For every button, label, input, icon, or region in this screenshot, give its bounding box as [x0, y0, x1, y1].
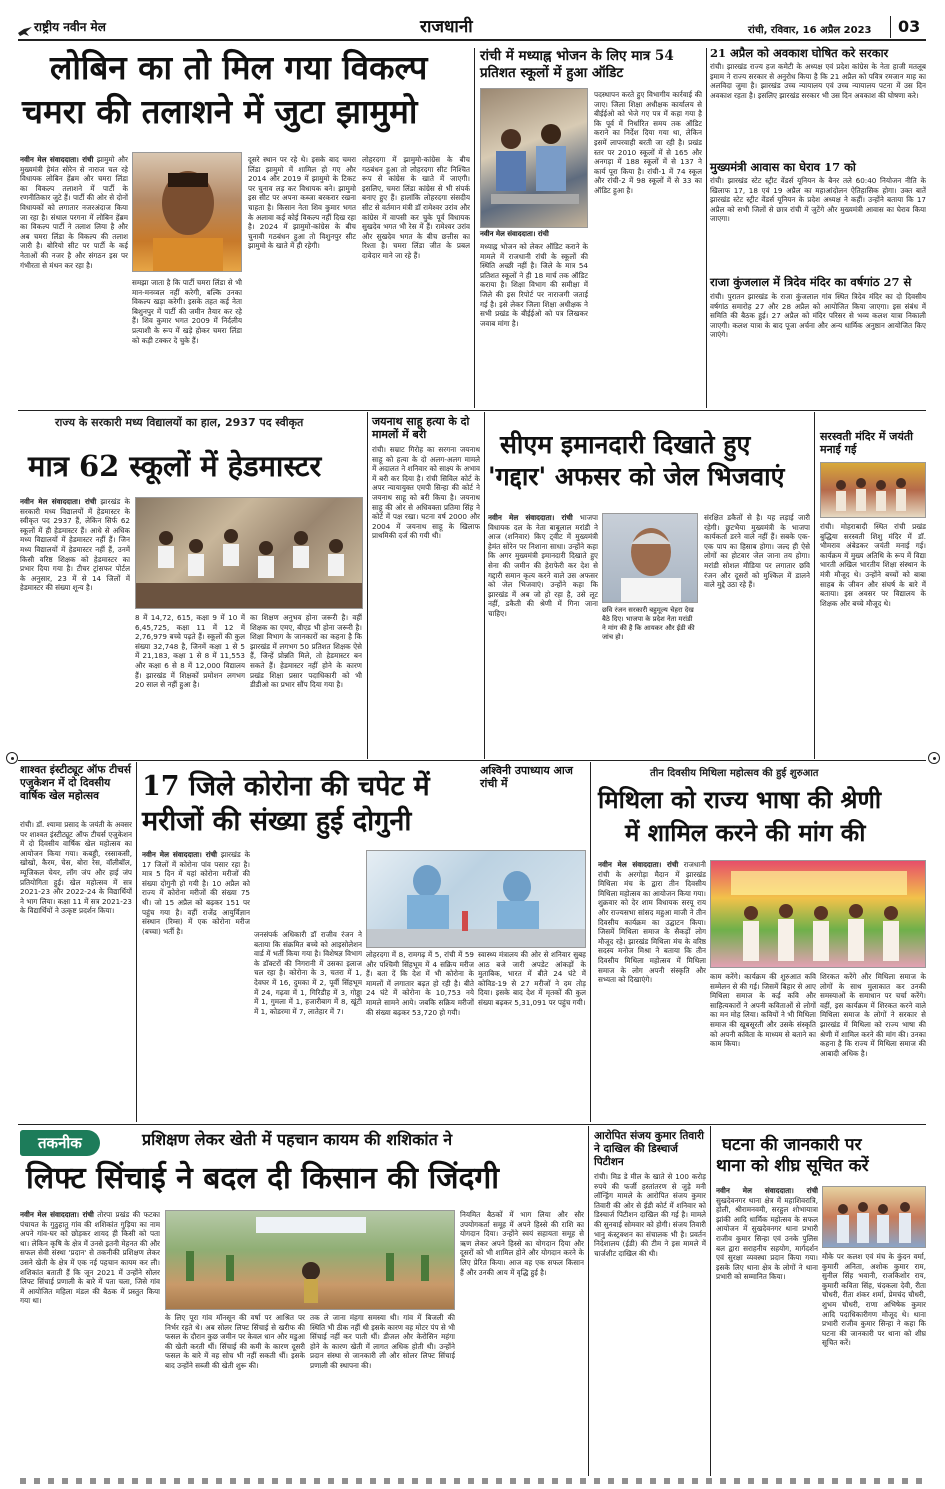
registration-mark-icon: [6, 752, 18, 764]
schools-col-1-text: झारखंड के सरकारी मध्य विद्यालयों में हेडमास्टर के स्वीकृत पद 2937 हैं, लेकिन सिर्फ 62 स्कूलों में ही हेडमास्टर हैं। आधे से अधिक मध्य विद्यालयों में हेडमास्टर नहीं हैं। जिन मध्य विद्यालयों में हेडमास्टर नहीं हैं, उनमें किसी वरिष्ठ शिक्षक को हेडमास्टर का प्रभार दिया गया है। टीचर ट्रांसफर पोर्टल के अनुसार, 23 में से 14 जिलों में हेडमास्टर की संख्या शून्य है।: [20, 497, 130, 593]
field-irrigation-photo: [165, 1210, 455, 1310]
holiday-text: रांची। झारखंड राज्य हज कमेटी के अध्यक्ष एवं प्रदेश कांग्रेस के नेता हाजी मतलूब इमाम ने राज्य सरकार से अनुरोध किया है कि 21 अप्रैल को पवित्र रमजान माह का अलविदा जुमा है। झारखंड उच्च न्यायालय एवं उच्च न्यायालय पटना में उस दिन अवकाश रहता है। इसलिए झारखंड सरकार भी उस दिन अवकाश की घोषणा करे।: [710, 62, 926, 100]
paper-name: राष्ट्रीय नवीन मेल: [34, 20, 106, 34]
covid-byline: नवीन मेल संवाददाता। रांची: [142, 850, 218, 859]
technology-tag: तकनीक: [20, 1130, 100, 1156]
section-name: राजधानी: [420, 17, 473, 37]
accused-headline: आरोपित संजय कुमार तिवारी ने दाखिल की डिस्चार्ज पिटीशन: [594, 1130, 704, 1168]
lead-headline-2: चमरा की तलाशने में जुटा झामुमो: [22, 92, 418, 131]
sahu-headline: जयनाथ साहू हत्या के दो मामलों में बरी: [372, 415, 470, 441]
covid-col-1: [142, 850, 250, 1115]
lead-col-1-text: झामुमो और मुख्यमंत्री हेमंत सोरेन से नाराज चल रहे विधायक लोबिन हेंब्रम और चमरा लिंडा का विकल्प तलाशने में पार्टी के रणनीतिकार जुटे हैं। पार्टी की ओर से दोनों विधायकों को लगातार नजरअंदाज किया जा रहा है। संथाल परगना में लोबिन हेंब्रम का विकल्प पार्टी ने तलाश लिया है और अब चमरा लिंडा के विकल्प की तलाश जारी है। बोरियो सीट पर पार्टी के कई नेताओं की नजर है और संगठन इस पर गंभीरता से मंथन कर रहा है।: [20, 155, 128, 270]
classroom-photo: [135, 497, 363, 609]
mithila-headline-2: में शामिल करने की मांग की: [625, 818, 866, 847]
shashwat-headline: शाश्वत इंस्टीट्यूट ऑफ टीचर्स एजुकेशन में दो दिवसीय वार्षिक खेल महोत्सव: [20, 764, 131, 802]
mithila-headline-1: मिथिला को राज्य भाषा की श्रेणी: [598, 785, 882, 814]
schools-byline: नवीन मेल संवाददाता। रांची: [20, 497, 97, 506]
lab-testing-photo: [366, 850, 586, 948]
lead-headline-1: लोबिन का तो मिल गया विकल्प: [50, 48, 428, 87]
holiday-headline: 21 अप्रैल को अवकाश घोषित करे सरकार: [710, 46, 889, 60]
midday-headline: रांची में मध्याह्न भोजन के लिए मात्र 54 प्रतिशत स्कूलों में हुआ ऑडिट: [480, 48, 674, 81]
farming-deck: प्रशिक्षण लेकर खेती में पहचान कायम की शशिकांत ने: [142, 1130, 453, 1149]
mithila-col-1-text: राजधानी रांची के अरगोड़ा मैदान में झारखंड मिथिला मंच के द्वारा तीन दिवसीय मिथिला महोत्सव का आयोजन किया गया। शुक्रवार को देर शाम विधायक सरयू राय और राज्यसभा सांसद महुआ माजी ने तीन दिवसीय कार्यक्रम का उद्घाटन किया। जिसमें मिथिला समाज के सैकड़ों लोग मौजूद रहे। झारखंड मिथिला मंच के वरिष्ठ सदस्य मनोज मिश्रा ने बताया कि तीन दिवसीय मिथिला महोत्सव में मिथिला समाज के लोग अपनी संस्कृति और सभ्यता को दिखाएंगे।: [598, 860, 706, 985]
mithila-col-3: शिरकत करेंगे और मिथिला समाज के लोगों के साथ मुलाकात कर उनकी समस्याओं के समाधान पर चर्चा करेंगे। वहीं, इस कार्यक्रम में शिरकत करने वाले मिथिला समाज के लोगों ने सरकार से झारखंड में मिथिला को राज्य भाषा की श्रेणी में शामिल करने की मांग की। उनका कहना है कि राज्य में मिथिला समाज की आबादी अधिक है।: [820, 972, 926, 1058]
police-byline: नवीन मेल संवाददाता। रांची: [716, 1186, 818, 1195]
farming-col-1-text: तोरपा प्रखंड की फटका पंचायत के गुठुहातु गांव की शशिकांत गुड़िया का नाम अपने गांव-घर को छोड़कर शायद ही किसी को पता था। लेकिन कृषि के क्षेत्र में उनसे इतनी मेहनत की और सफल सेवी संस्था 'प्रदान' से तकनीकी प्रशिक्षण लेकर उसने खेती के क्षेत्र में एक नई पहचान कायम कर ली। शशिकांत बताती हैं कि जून 2021 में उन्होंने सोलर लिफ्ट सिंचाई प्रणाली के बारे में पता चला, जिसे गांव में आयोजित महिला मंडल की बैठक में प्रस्तुत किया गया था।: [20, 1210, 160, 1306]
midday-meal-photo: [480, 88, 588, 228]
schools-col-1: [20, 497, 130, 757]
farming-col-4: नियमित बैठकों में भाग लिया और सौर उपयोगकर्ता समूह में अपने हिस्से की राशि का योगदान दिया। उन्होंने स्वयं सहायता समूह से ऋण लेकर अपने हिस्से का योगदान दिया और दूसरों को भी शामिल होने और योगदान करने के लिए प्रेरित किया। आज वह एक सफल किसान हैं और उनकी आय में वृद्धि हुई है।: [460, 1210, 584, 1277]
police-headline-1: घटना की जानकारी पर: [722, 1135, 862, 1155]
cm-case-caption: छवि रंजन सरकारी बहुमूल्य चेहरा देख बैठे दिए। भाजपा के प्रदेश नेता मरांडी ने मांग की है कि आयकर और ईडी की जांच हो।: [602, 606, 695, 641]
cm-residence-text: रांची। झारखंड स्टेट स्ट्रीट वेंडर्स यूनियन के बैनर तले 60:40 नियोजन नीति के खिलाफ 17, 18 एवं 19 अप्रैल का महाआंदोलन ऐतिहासिक होगा। उक्त बातें झारखंड स्टेट स्ट्रीट वेंडर्स यूनियन के प्रदेश अध्यक्ष ने कहीं। उन्होंने बताया कि 17 अप्रैल को सभी जिलों से छात्र रांची में जुटेंगे और मुख्यमंत्री आवास का घेराव किया जाएगा।: [710, 176, 926, 224]
saraswati-text: रांची। मोहराबादी स्थित रांची प्रखंड बुद्धिया सरस्वती शिशु मंदिर में डॉ. भीमराव अंबेडकर जयंती मनाई गई। कार्यक्रम में मुख्य अतिथि के रूप में विद्या भारती अखिल भारतीय शिक्षा संस्थान के मंत्री मौजूद थे। उन्होंने बच्चों को बाबा साहब के जीवन और संघर्ष के बारे में बताया। इस अवसर पर विद्यालय के शिक्षक और बच्चे मौजूद थे।: [820, 522, 926, 608]
midday-col-1: मध्याह्न भोजन को लेकर ऑडिट कराने के मामले में राजधानी रांची के स्कूलों की स्थिति अच्छी नहीं है। जिले के मात्र 54 प्रतिशत स्कूलों ने ही 18 मार्च तक ऑडिट कराया है। शिक्षा विभाग की समीक्षा में जिले की इस रिपोर्ट पर नाराजगी जताई गई है। इसे लेकर जिला शिक्षा अधीक्षक ने सभी प्रखंड के बीईईओ को पत्र लिखकर जवाब मांगा है।: [480, 242, 588, 328]
police-col-1: [716, 1186, 818, 1472]
temple-headline: राजा कुंजलाल में त्रिदेव मंदिर का वर्षगांठ 27 से: [710, 275, 912, 289]
mithila-byline: नवीन मेल संवाददाता। रांची: [598, 860, 679, 869]
schools-headline: मात्र 62 स्कूलों में हेडमास्टर: [28, 449, 322, 483]
registration-mark-icon: [928, 752, 940, 764]
cm-residence-headline: मुख्यमंत्री आवास का घेराव 17 को: [710, 160, 856, 174]
accused-text: रांची। मिड डे मील के खाते से 100 करोड़ रुपये की फर्जी हस्तांतरण से जुड़े मनी लॉन्ड्रिंग मामले के आरोपित संजय कुमार तिवारी की ओर से ईडी कोर्ट में शनिवार को डिस्चार्ज पिटीशन दाखिल की गई है। मामले की सुनवाई सोमवार को होगी। संजय तिवारी भानु कंस्ट्रक्शन का संचालक भी है। प्रवर्तन निदेशालय (ईडी) की टीम ने इस मामले में चार्जशीट दाखिल की थी।: [594, 1172, 706, 1258]
schools-col-3: का शिक्षण अनुभव होना जरूरी है। वहीं शिक्षक का एमए, बीएड भी होना जरूरी है। शिक्षा विभाग के जानकारों का कहना है कि झारखंड में लगभग 50 प्रतिशत शिक्षक ऐसे हैं, जिन्हें प्रोन्नति मिले, तो हेडमास्टर बन सकते हैं। हेडमास्टर नहीं होने के कारण प्रखंड शिक्षा प्रसार पदाधिकारी को भी डीडीओ का प्रभार सौंप दिया गया है।: [250, 613, 362, 690]
jayanti-event-photo: [820, 462, 926, 518]
cm-case-col-2: संरक्षित डकैतों से है। यह लड़ाई जारी रहेगी। छुटभैया मुख्यमंत्री के भाजपा कार्यकर्ता डरने वाले नहीं हैं। सबके एक-एक पाप का हिसाब होगा। जल्द ही ऐसे लोगों का होटवार जेल जाना तय होगा। मरांडी सोशल मीडिया पर लगातार छवि रंजन और दूसरों को मुश्किल में डालने वाले मुद्दे उठा रहे हैं।: [704, 513, 810, 590]
dateline: रांची, रविवार, 16 अप्रैल 2023: [748, 25, 872, 36]
farming-headline: लिफ्ट सिंचाई ने बदल दी किसान की जिंदगी: [26, 1161, 500, 1196]
temple-text: रांची। पुरातन झारखंड के राजा कुंजलाल गांव स्थित त्रिदेव मंदिर का दो दिवसीय वर्षगांठ समारोह 27 और 28 अप्रैल को आयोजित किया जाएगा। इस संबंध में समिति की बैठक हुई। 27 अप्रैल को मंदिर परिसर से भव्य कलश यात्रा निकाली जाएगी। कलश यात्रा के बाद पूजा अर्चना और अन्य धार्मिक अनुष्ठान आयोजित किए जाएंगे।: [710, 292, 926, 340]
covid-headline-1: 17 जिले कोरोना की चपेट में: [142, 771, 430, 802]
farming-tag: [20, 1130, 100, 1156]
police-col-1-text: सुखदेवनगर थाना क्षेत्र में महाशिवरात्रि, होली, श्रीरामनवमी, सरहुल शोभायात्रा झांकी आदि धार्मिक महोत्सव के सफल आयोजन में सुखदेवनगर थाना प्रभारी राजीव कुमार सिन्हा एवं उनके पुलिस बल द्वारा सराहनीय सहयोग, मार्गदर्शन एवं सुरक्षा व्यवस्था प्रदान किया गया। इसके लिए थाना क्षेत्र के लोगों ने थाना प्रभारी को सम्मानित किया।: [716, 1195, 818, 1282]
lead-col-1: [20, 155, 128, 405]
covid-headline-2: मरीजों की संख्या हुई दोगुनी: [142, 806, 412, 837]
lead-col-3: दूसरे स्थान पर रहे थे। इसके बाद चमरा लिंडा झामुमो में शामिल हो गए और 2014 और 2019 में झामुमो के टिकट पर चुनाव लड़ कर विधायक बने। झामुमो इस सीट पर अपना कब्जा बरकरार रखना चाहता है। किसान नेता शिव कुमार भगत के अलावा कई कोई विकल्प नहीं दिख रहा है। 2024 में झामुमो-कांग्रेस के बीच चुनावी गठबंधन हुआ तो विशुनपुर सीट झामुमो के खाते में ही रहेगी।: [248, 155, 356, 251]
leader-portrait-photo: [602, 513, 698, 603]
police-headline-2: थाना को शीघ्र सूचित करें: [716, 1156, 869, 1176]
politician-photo: [132, 152, 242, 272]
midday-caption: नवीन मेल संवाददाता। रांची: [480, 230, 549, 238]
cm-case-headline-1: सीएम इमानदारी दिखाते हुए: [500, 430, 751, 459]
mithila-festival-photo: [710, 860, 926, 968]
covid-col-2: जनसंपर्क अधिकारी डॉ राजीव रंजन ने बताया कि संक्रमित बच्चे को आइसोलेशन वार्ड में भर्ती किया गया है। विशेषज्ञ विभाग के डॉक्टरों की निगरानी में उसका इलाज चल रहा है। कोरोना के 3, चतरा में 1, देवघर में 16, दुमका में 2, पूर्वी सिंहभूम में 24, गढ़वा में 1, गिरिडीह में 3, गोड्डा में 1, गुमला में 1, हजारीबाग में 8, खूंटी में 1, कोडरमा में 7, लातेहार में 7।: [254, 930, 362, 1016]
farming-col-1: [20, 1210, 160, 1472]
schools-col-2: 8 में 14,72, 615, कक्षा 9 में 10 में 6,45,725, कक्षा 11 में 12 में 2,76,979 बच्चे पढ़ते हैं। स्कूलों की कुल संख्या 32,748 है, जिनमें कक्षा 1 से 5 में 21,183, कक्षा 1 से 8 में 11,553 और कक्षा 6 से 8 में 12,000 विद्यालय हैं। झारखंड में शिक्षकों प्रमोशन लगभग 20 साल से नहीं हुआ है।: [135, 613, 245, 690]
schools-kicker: राज्य के सरकारी मध्य विद्यालयों का हाल, 2937 पद स्वीकृत: [55, 416, 304, 429]
shashwat-text: रांची। डॉ. श्यामा प्रसाद के जयंती के अवसर पर शाश्वत इंस्टीट्यूट ऑफ टीचर्स एजुकेशन में दो दिवसीय वार्षिक खेल महोत्सव का आयोजन किया गया। कबड्डी, रस्साकसी, खोखो, कैरम, चेस, बोरा रेस, वॉलीबॉल, म्यूजिकल चेयर, लॉग जंप और हाई जंप प्रतियोगिता हुई। खेल महोत्सव में सत्र 2021-23 और 2022-24 के विद्यार्थियों ने भाग लिया। कक्षा 11 में सत्र 2021-23 के विद्यार्थियों ने उत्कृष्ट प्रदर्शन किया।: [20, 820, 132, 916]
cm-case-col-1-text: भाजपा विधायक दल के नेता बाबूलाल मरांडी ने आज (शनिवार) किए ट्वीट में मुख्यमंत्री हेमंत सोरेन पर निशाना साधा। उन्होंने कहा कि अगर मुख्यमंत्री इमानदारी दिखाते हुए सेना की जमीन की हेराफेरी कर देश से गद्दारी समान कृत्य करने वाले उस अफसर को जेल भिजवाएं। उन्होंने कहा कि झारखंड में अब जो हो रहा है, उसे लूट नहीं, डकैती की श्रेणी में गिना जाना चाहिए।: [488, 513, 598, 618]
mithila-col-1: [598, 860, 706, 1115]
cm-case-byline: नवीन मेल संवाददाता। रांची: [488, 513, 573, 522]
farming-col-3: तक ले जाना मंहगा समस्या थी। गांव में बिजली की स्थिति भी ठीक नहीं थी इसके कारण वह मोटर पंप से भी सिंचाई नहीं कर पाती थीं। डीजल और केरोसिन महंगा होने के कारण खेती में लागत अधिक होती थी। उन्होंने प्रदान संस्था से जानकारी ली और सोलर लिफ्ट सिंचाई प्रणाली की स्थापना की।: [310, 1313, 455, 1370]
police-col-2: मौके पर कलश एवं मंच के कुंदन वर्मा, कुमारी अनिता, अशोक कुमार राम, सुनील सिंह भवानी, राजकिशोर राय, कुमारी कविता सिंह, चंदकला देवी, रीता चौधरी, रीता शंकर शर्मा, प्रेमचंद चौधरी, शुभम चौधरी, राणा अभिषेक कुमार आदि पदाधिकारीगण मौजूद थे। थाना प्रभारी राजीव कुमार सिन्हा ने कहा कि घटना की जानकारी पर थाना को शीघ्र सूचित करें।: [822, 1252, 926, 1348]
mithila-kicker: तीन दिवसीय मिथिला महोत्सव की हुई शुरुआत: [650, 768, 819, 779]
cm-case-col-1: [488, 513, 598, 757]
color-bar: [20, 1478, 925, 1484]
bird-logo-icon: [18, 22, 32, 32]
lead-col-2: समझा जाता है कि पार्टी चमरा लिंडा से भी मान-मनव्वल नहीं करेगी, बल्कि उनका विकल्प खड़ा करेगी। इसके तहत कई नेता बिशुनपुर में पार्टी की जमीन तैयार कर रहे हैं। शिव कुमार भगत 2009 में निर्दलीय प्रत्याशी के रूप में खड़े होकर चमरा लिंडा को कड़ी टक्कर दे चुके हैं।: [132, 278, 242, 345]
lead-col-4: लोहरदगा में झामुमो-कांग्रेस के बीच गठबंधन हुआ तो लोहरदगा सीट निश्चित रूप से कांग्रेस के खाते में जाएगी। इसलिए, चमरा लिंडा कांग्रेस से भी संपर्क बनाए हुए हैं। हालांकि लोहरदगा संसदीय सीट से वर्तमान मंत्री डॉ रामेश्वर उरांव और कांग्रेस में वापसी कर चुके पूर्व विधायक सुखदेव भगत भी रेस में हैं। रामेश्वर उरांव और सुखदेव भगत के बीच छत्तीस का रिश्ता है। चमरा लिंडा जीत के प्रबल दावेदार माने जा रहे हैं।: [362, 155, 470, 260]
farming-byline: नवीन मेल संवाददाता। रांची: [20, 1210, 94, 1219]
covid-col-3: लोहरदगा में 8, रामगढ़ में 5, रांची में 59 और पश्चिमी सिंहभूम में 4 सक्रिय मरीज हैं। बता दें कि देश में भी कोरोना के मामलों में लगातार बढ़त हो रही है। बीते 24 घंटे में कोरोना के 10,753 नये मामले सामने आये। जबकि सक्रिय मरीजों की संख्या बढ़कर 53,720 हो गयी।: [366, 950, 474, 1017]
saraswati-headline: सरस्वती मंदिर में जयंती मनाई गई: [820, 430, 913, 456]
page-number: 03: [898, 17, 921, 36]
cm-case-headline-2: 'गद्दार' अफसर को जेल भिजवाएं: [488, 462, 785, 491]
covid-col-4: स्वास्थ्य मंत्रालय की ओर से शनिवार सुबह आठ बजे जारी अपडेट आंकड़ों के मुताबिक, भारत में बीते 24 घंटे में कोविड-19 से 27 मरीजों ने दम तोड़ दिया। इसके बाद देश में मृतकों की कुल संख्या बढ़कर 5,31,091 पर पहुंच गयी।: [478, 950, 586, 1007]
lead-byline: नवीन मेल संवाददाता। रांची: [20, 155, 94, 164]
mithila-col-2: काम करेंगे। कार्यक्रम की शुरुआत कवि सम्मेलन से की गई। जिसमें बिहार से आए मिथिला समाज के कई कवि और साहित्यकारों ने अपनी कविताओं से लोगों का मन मोह लिया। कवियों ने भी मिथिला समाज की खूबसूरती और उसके संस्कृति को अपनी कविता के माध्यम से बताने का काम किया।: [710, 972, 816, 1049]
sahu-text: रांची। सम्राट गिरोह का सरगना जयनाथ साहू को हत्या के दो अलग-अलग मामले में अदालत ने शनिवार को साक्ष्य के अभाव में बरी कर दिया है। रांची सिविल कोर्ट के अपर न्यायायुक्त एमपी सिन्हा की कोर्ट ने जयनाथ साहू को बरी किया है। जयनाथ साहू की ओर से अधिवक्ता प्रतिमा सिंह ने कोर्ट में पक्ष रखा। घटना वर्ष 2000 और 2004 में जयनाथ साहू के खिलाफ प्राथमिकी दर्ज की गयी थी।: [372, 445, 480, 541]
midday-col-2: पदस्थापन करते हुए विभागीय कार्रवाई की जाए। जिला शिक्षा अधीक्षक कार्यालय से बीईईओ को भेजे गए पत्र में कहा गया है कि पूर्व में निर्धारित समय तक ऑडिट कराने का निर्देश दिया गया था, लेकिन इसमें लापरवाही बरती जा रही है। प्रखंड स्तर पर 2010 स्कूलों में से 165 और अनगड़ा में 188 स्कूलों में से 137 ने कार्य पूरा किया है। रांची-1 में 74 स्कूल और रांची-2 में 98 स्कूलों में से 33 का ऑडिट हुआ है।: [594, 90, 702, 195]
ashwini-headline: अश्विनी उपाध्याय आज रांची में: [480, 764, 573, 790]
farming-col-2: के लिए पूरा गांव मॉनसून की वर्षा पर आश्रित पर निर्भर रहते थे। अब सोलर लिफ्ट सिंचाई से खरीफ की फसल के दौरान कुछ जमीन पर केवल धान और मडुआ की खेती करती थीं। सिंचाई की कमी के कारण दूसरी फसल के बारे में वह सोच भी नहीं सकती थीं। इसके बाद उन्होंने सब्जी की खेती शुरू की।: [165, 1313, 305, 1370]
covid-col-1-text: झारखंड के 17 जिलों में कोरोना पांव पसार रहा है। मात्र 5 दिन में यहां कोरोना मरीजों की संख्या दोगुनी हो गयी है। 10 अप्रैल को राज्य में कोरोना मरीजों की संख्या 75 थी। जो 15 अप्रैल को बढ़कर 151 पर पहुंच गया है। वहीं राजेंद्र आयुर्विज्ञान संस्थान (रिम्स) में एक कोरोना मरीज (बच्चा) भर्ती है।: [142, 850, 250, 936]
felicitation-photo: [822, 1186, 926, 1248]
